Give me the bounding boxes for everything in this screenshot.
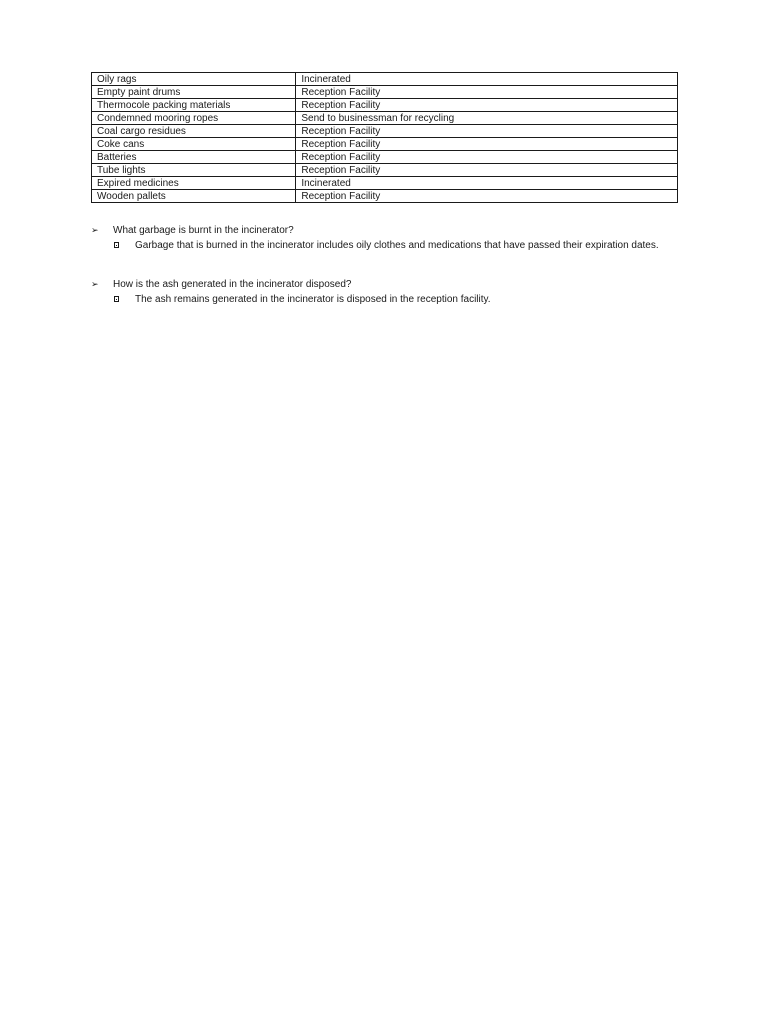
table-cell-disposal: Reception Facility — [296, 190, 678, 203]
answer-item — [91, 239, 671, 252]
box-bullet-icon — [114, 296, 119, 302]
table-cell-disposal: Reception Facility — [296, 125, 678, 138]
table-row — [92, 138, 678, 151]
table-cell-item: Empty paint drums — [92, 86, 296, 99]
arrowhead-bullet-icon: ➢ — [91, 225, 99, 235]
question-item — [91, 224, 671, 237]
table-row — [92, 190, 678, 203]
table-row — [92, 151, 678, 164]
table-row — [92, 125, 678, 138]
table-cell-disposal: Reception Facility — [296, 151, 678, 164]
table-cell-item: Oily rags — [92, 73, 296, 86]
question-text: What garbage is burnt in the incinerator? — [113, 225, 294, 236]
qa-block-1 — [91, 224, 671, 252]
box-bullet-icon — [114, 242, 119, 248]
garbage-disposal-table — [91, 72, 678, 203]
table-cell-item: Wooden pallets — [92, 190, 296, 203]
table-cell-item: Tube lights — [92, 164, 296, 177]
table-cell-disposal: Reception Facility — [296, 138, 678, 151]
arrowhead-bullet-icon: ➢ — [91, 279, 99, 289]
table-cell-item: Condemned mooring ropes — [92, 112, 296, 125]
answer-item — [91, 293, 671, 306]
table-cell-disposal: Incinerated — [296, 73, 678, 86]
table-cell-disposal: Incinerated — [296, 177, 678, 190]
table-cell-disposal: Send to businessman for recycling — [296, 112, 678, 125]
question-item — [91, 278, 671, 291]
table-row — [92, 177, 678, 190]
table-row — [92, 112, 678, 125]
table-row — [92, 99, 678, 112]
table-cell-item: Coke cans — [92, 138, 296, 151]
table-cell-disposal: Reception Facility — [296, 164, 678, 177]
table-row — [92, 164, 678, 177]
table-cell-item: Expired medicines — [92, 177, 296, 190]
answer-text: Garbage that is burned in the incinerator includes oily clothes and medications that have passed their expiration dates. — [135, 240, 659, 251]
answer-text: The ash remains generated in the incinerator is disposed in the reception facility. — [135, 294, 491, 305]
table-cell-disposal: Reception Facility — [296, 86, 678, 99]
table-cell-item: Batteries — [92, 151, 296, 164]
question-text: How is the ash generated in the incinerator disposed? — [113, 279, 352, 290]
table-cell-item: Thermocole packing materials — [92, 99, 296, 112]
table-cell-disposal: Reception Facility — [296, 99, 678, 112]
qa-block-2 — [91, 278, 671, 306]
table-row — [92, 73, 678, 86]
table-cell-item: Coal cargo residues — [92, 125, 296, 138]
table-row — [92, 86, 678, 99]
